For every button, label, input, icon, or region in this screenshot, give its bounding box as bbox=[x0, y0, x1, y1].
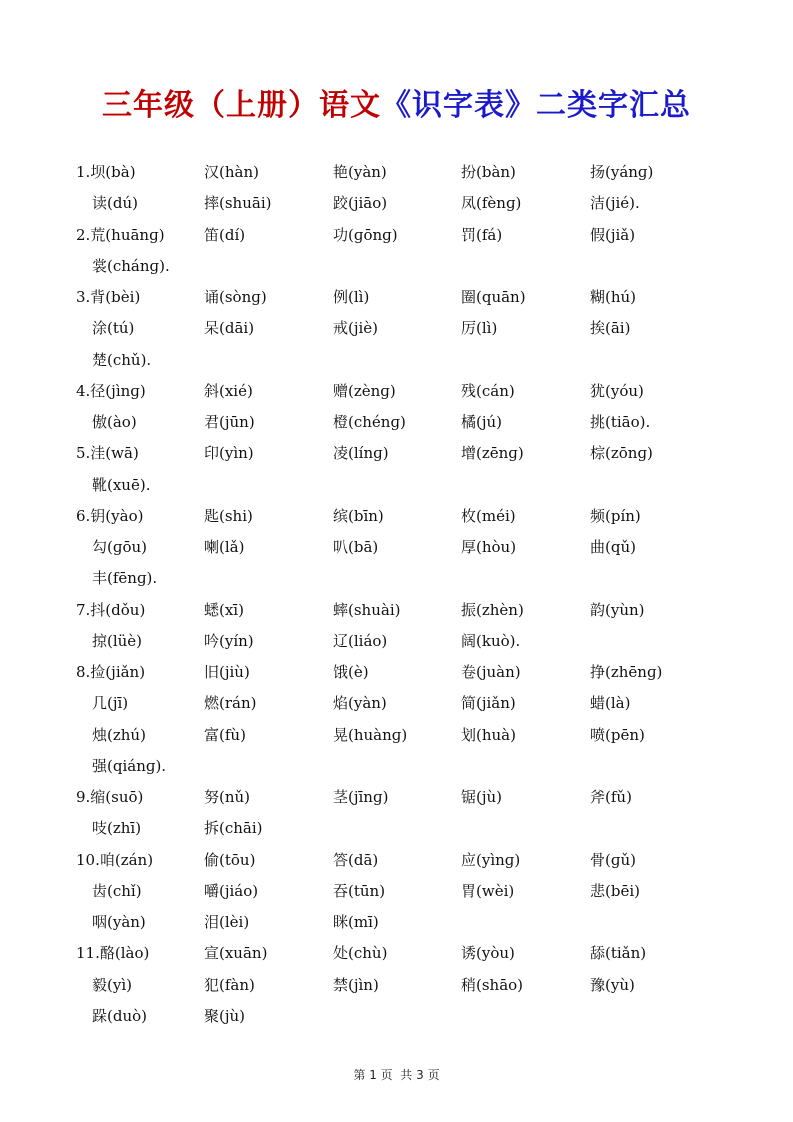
character-entry: 毅(yì) bbox=[92, 975, 132, 994]
list-row bbox=[76, 626, 756, 657]
character-entry: 聚(jù) bbox=[204, 1006, 246, 1025]
title-red-part: 三年级（上册）语文 bbox=[102, 88, 381, 123]
character-entry: 蜡(là) bbox=[590, 694, 631, 713]
character-entry: 喷(pēn) bbox=[590, 725, 645, 744]
character-entry: 斜(xié) bbox=[204, 381, 253, 400]
character-entry: 扮(bàn) bbox=[461, 163, 516, 181]
character-entry: 韵(yùn) bbox=[590, 600, 645, 619]
character-entry: 悲(bēi) bbox=[590, 881, 640, 900]
character-entry: 眯(mī) bbox=[333, 913, 379, 931]
list-row bbox=[76, 938, 756, 969]
character-entry: 犹(yóu) bbox=[590, 381, 644, 400]
character-entry: 处(chù) bbox=[333, 944, 388, 963]
character-entry: 吞(tūn) bbox=[333, 881, 386, 900]
character-entry: 舔(tiǎn) bbox=[590, 944, 647, 963]
character-entry: 糊(hú) bbox=[590, 288, 637, 306]
character-entry: 汉(hàn) bbox=[204, 163, 259, 181]
character-entry: 印(yìn) bbox=[204, 444, 254, 463]
character-entry: 假(jiǎ) bbox=[590, 225, 636, 244]
character-entry: 楚(chǔ). bbox=[92, 350, 152, 369]
character-list bbox=[76, 157, 756, 1032]
character-entry: 答(dā) bbox=[333, 850, 379, 869]
character-entry: 2.荒(huānɡ) bbox=[76, 225, 165, 244]
character-entry: 1.坝(bà) bbox=[76, 163, 136, 181]
character-entry: 简(jiǎn) bbox=[461, 694, 516, 713]
list-row bbox=[76, 751, 756, 782]
character-entry: 跤(jiāo) bbox=[333, 194, 388, 213]
character-entry: 3.背(bèi) bbox=[76, 288, 141, 306]
character-entry: 喇(lǎ) bbox=[204, 538, 245, 556]
character-entry: 挨(āi) bbox=[590, 319, 631, 338]
character-entry: 焰(yàn) bbox=[333, 694, 387, 713]
character-entry: 橙(chénɡ) bbox=[333, 413, 406, 431]
title-blue-part: 《识字表》二类字汇总 bbox=[381, 88, 691, 123]
character-entry: 蟀(shuài) bbox=[333, 600, 401, 619]
character-entry: 努(nǔ) bbox=[204, 788, 251, 806]
list-row bbox=[76, 595, 756, 626]
list-row bbox=[76, 282, 756, 313]
list-row bbox=[76, 970, 756, 1001]
character-entry: 挣(zhēnɡ) bbox=[590, 663, 663, 681]
list-row bbox=[76, 345, 756, 376]
character-entry: 蟋(xī) bbox=[204, 600, 244, 619]
list-row bbox=[76, 376, 756, 407]
character-entry: 洁(jié). bbox=[590, 194, 640, 213]
character-entry: 扬(yánɡ) bbox=[590, 163, 654, 181]
character-entry: 旧(jiù) bbox=[204, 663, 250, 681]
character-entry: 茎(jīnɡ) bbox=[333, 788, 389, 806]
character-entry: 赠(zènɡ) bbox=[333, 381, 396, 400]
character-entry: 凌(línɡ) bbox=[333, 444, 389, 463]
list-row bbox=[76, 657, 756, 688]
character-entry: 增(zēnɡ) bbox=[461, 444, 524, 463]
character-entry: 涂(tú) bbox=[92, 319, 135, 338]
character-entry: 燃(rán) bbox=[204, 694, 257, 713]
list-row bbox=[76, 563, 756, 594]
character-entry: 罚(fá) bbox=[461, 225, 503, 244]
character-entry: 骨(ɡǔ) bbox=[590, 850, 636, 869]
character-entry: 锯(jù) bbox=[461, 788, 503, 806]
character-entry: 应(yìnɡ) bbox=[461, 850, 521, 869]
character-entry: 烛(zhú) bbox=[92, 725, 146, 744]
character-entry: 胃(wèi) bbox=[461, 881, 515, 900]
character-entry: 厚(hòu) bbox=[461, 538, 517, 556]
page-number: 第 1 页 共 3 页 bbox=[353, 1068, 440, 1082]
list-row bbox=[76, 501, 756, 532]
character-entry: 傲(ào) bbox=[92, 413, 137, 431]
character-entry: 功(ɡōnɡ) bbox=[333, 225, 398, 244]
character-entry: 嚼(jiáo) bbox=[204, 881, 259, 900]
character-entry: 5.洼(wā) bbox=[76, 444, 139, 463]
character-entry: 厉(lì) bbox=[461, 319, 498, 338]
character-entry: 丰(fēnɡ). bbox=[92, 569, 158, 588]
list-row bbox=[76, 438, 756, 469]
character-entry: 几(jī) bbox=[92, 694, 129, 713]
character-entry: 吱(zhī) bbox=[92, 819, 142, 838]
character-entry: 9.缩(suō) bbox=[76, 788, 144, 806]
character-entry: 8.捡(jiǎn) bbox=[76, 663, 146, 681]
character-entry: 豫(yù) bbox=[590, 975, 635, 994]
character-entry: 禁(jìn) bbox=[333, 975, 379, 994]
character-entry: 7.抖(dǒu) bbox=[76, 600, 146, 619]
character-entry: 强(qiánɡ). bbox=[92, 756, 167, 775]
list-row bbox=[76, 720, 756, 751]
list-row bbox=[76, 157, 756, 188]
character-entry: 摔(shuāi) bbox=[204, 194, 272, 213]
list-row bbox=[76, 1001, 756, 1032]
character-entry: 残(cán) bbox=[461, 381, 515, 400]
page-title bbox=[0, 84, 793, 128]
character-entry: 挑(tiāo). bbox=[590, 413, 651, 431]
list-row bbox=[76, 532, 756, 563]
character-entry: 泪(lèi) bbox=[204, 913, 250, 931]
character-entry: 例(lì) bbox=[333, 288, 370, 306]
character-entry: 齿(chǐ) bbox=[92, 881, 142, 900]
character-entry: 诵(sònɡ) bbox=[204, 288, 267, 306]
character-entry: 凤(fènɡ) bbox=[461, 194, 522, 213]
list-row bbox=[76, 407, 756, 438]
character-entry: 11.酪(lào) bbox=[76, 944, 150, 963]
character-entry: 偷(tōu) bbox=[204, 850, 256, 869]
character-entry: 圈(quān) bbox=[461, 288, 526, 306]
character-entry: 君(jūn) bbox=[204, 413, 255, 431]
character-entry: 频(pín) bbox=[590, 506, 641, 525]
character-entry: 振(zhèn) bbox=[461, 600, 524, 619]
list-row bbox=[76, 907, 756, 938]
character-entry: 诱(yòu) bbox=[461, 944, 515, 963]
list-row bbox=[76, 251, 756, 282]
list-row bbox=[76, 688, 756, 719]
list-row bbox=[76, 220, 756, 251]
character-entry: 棕(zōnɡ) bbox=[590, 444, 653, 463]
character-entry: 掠(lüè) bbox=[92, 631, 143, 650]
list-row bbox=[76, 313, 756, 344]
character-entry: 靴(xuē). bbox=[92, 475, 151, 494]
character-entry: 艳(yàn) bbox=[333, 163, 387, 181]
character-entry: 戒(jiè) bbox=[333, 319, 379, 338]
character-entry: 卷(juàn) bbox=[461, 663, 521, 681]
character-entry: 犯(fàn) bbox=[204, 975, 255, 994]
character-entry: 饿(è) bbox=[333, 663, 369, 681]
character-entry: 呆(dāi) bbox=[204, 319, 255, 338]
character-entry: 阔(kuò). bbox=[461, 631, 521, 650]
character-entry: 枚(méi) bbox=[461, 506, 516, 525]
character-entry: 叭(bā) bbox=[333, 538, 379, 556]
character-entry: 裳(chánɡ). bbox=[92, 256, 170, 275]
character-entry: 拆(chāi) bbox=[204, 819, 263, 838]
character-entry: 晃(huànɡ) bbox=[333, 725, 408, 744]
character-entry: 6.钥(yào) bbox=[76, 506, 144, 525]
character-entry: 斧(fǔ) bbox=[590, 788, 632, 806]
list-row bbox=[76, 876, 756, 907]
character-entry: 笛(dí) bbox=[204, 225, 246, 244]
character-entry: 咽(yàn) bbox=[92, 913, 146, 931]
character-entry: 跺(duò) bbox=[92, 1006, 147, 1025]
character-entry: 10.咱(zán) bbox=[76, 850, 154, 869]
character-entry: 勾(ɡōu) bbox=[92, 538, 147, 556]
character-entry: 4.径(jìnɡ) bbox=[76, 381, 146, 400]
character-entry: 吟(yín) bbox=[204, 631, 254, 650]
character-entry: 富(fù) bbox=[204, 725, 246, 744]
list-row bbox=[76, 813, 756, 844]
list-row bbox=[76, 782, 756, 813]
character-entry: 缤(bīn) bbox=[333, 506, 384, 525]
character-entry: 曲(qǔ) bbox=[590, 538, 636, 556]
character-entry: 稍(shāo) bbox=[461, 975, 524, 994]
list-row bbox=[76, 188, 756, 219]
character-entry: 宣(xuān) bbox=[204, 944, 268, 963]
list-row bbox=[76, 470, 756, 501]
character-entry: 橘(jú) bbox=[461, 413, 503, 431]
character-entry: 划(huà) bbox=[461, 725, 516, 744]
list-row bbox=[76, 845, 756, 876]
character-entry: 匙(shi) bbox=[204, 506, 253, 525]
character-entry: 读(dú) bbox=[92, 194, 138, 213]
character-entry: 辽(liáo) bbox=[333, 631, 388, 650]
